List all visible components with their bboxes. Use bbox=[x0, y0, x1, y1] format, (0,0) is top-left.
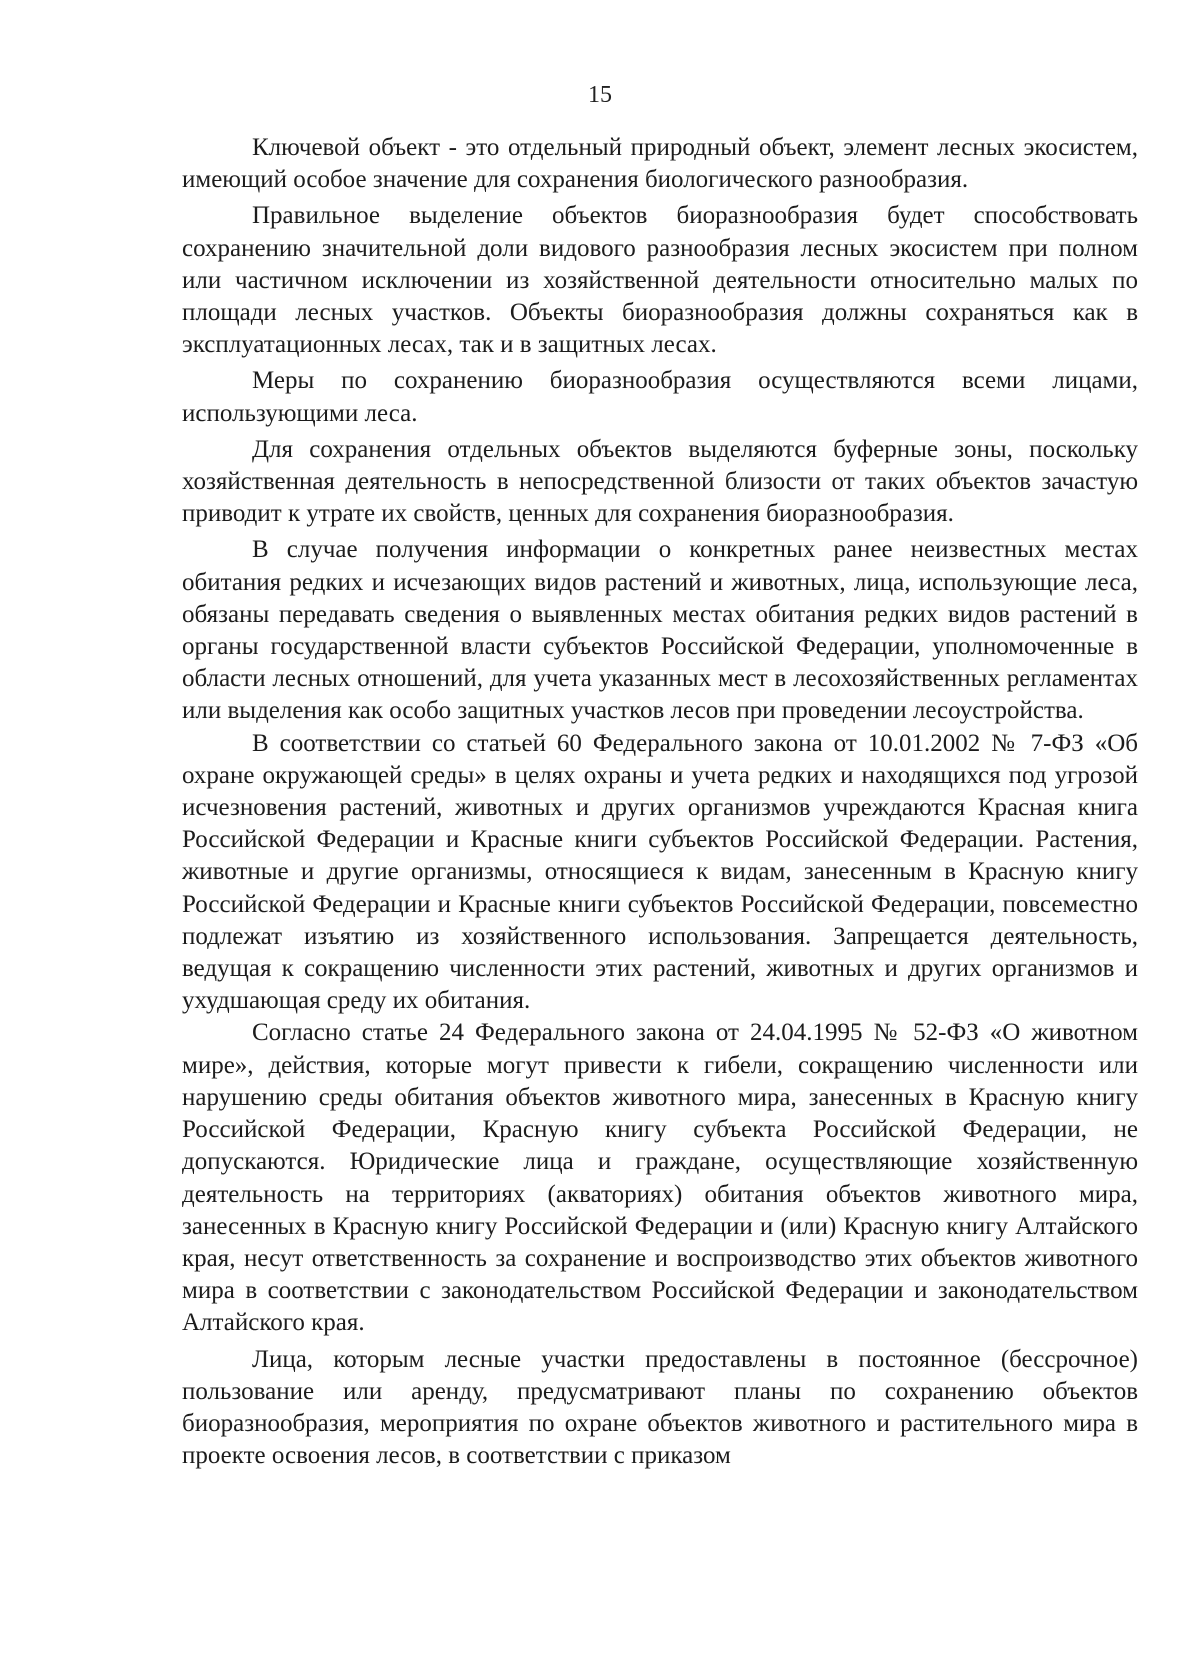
paragraph-article-24-fauna: Согласно статье 24 Федерального закона от 24.04.1995 № 52-ФЗ «О животном мире», действия, которые могут привести к гибели, сокращению численности или нарушению среды обитания объектов животного мира, занесенных в Красную книгу Российской Федерации, Красную книгу субъекта Российской Федерации, не допускаются. Юридические лица и граждане, осуществляющие хозяйственную деятельность на территориях (акваториях) обитания объектов животного мира, занесенных в Красную книгу Российской Федерации и (или) Красную книгу Алтайского края, несут ответственность за сохранение и воспроизводство этих объектов животного мира в соответствии с законодательством Российской Федерации и законодательством Алтайского края. bbox=[182, 1019, 1138, 1337]
body-text bbox=[182, 132, 1138, 1472]
page-number: 15 bbox=[588, 82, 612, 108]
paragraph-red-book-article-60: В соответствии со статьей 60 Федерального закона от 10.01.2002 № 7-ФЗ «Об охране окружающей среды» в целях охраны и учета редких и находящихся под угрозой исчезновения растений, животных и других организмов учреждаются Красная книга Российской Федерации и Красные книги субъектов Российской Федерации. Растения, животные и другие организмы, относящиеся к видам, занесенным в Красную книгу Российской Федерации и Красные книги субъектов Российской Федерации, повсеместно подлежат изъятию из хозяйственного использования. Запрещается деятельность, ведущая к сокращению численности этих растений, животных и других организмов и ухудшающая среду их обитания. bbox=[182, 729, 1138, 1015]
paragraph-biodiversity-allocation: Правильное выделение объектов биоразнообразия будет способствовать сохранению значительной доли видового разнообразия лесных экосистем при полном или частичном исключении из хозяйственной деятельности относительно малых по площади лесных участков. Объекты биоразнообразия должны сохраняться как в эксплуатационных лесах, так и в защитных лесах. bbox=[182, 202, 1138, 359]
paragraph-conservation-measures: Меры по сохранению биоразнообразия осуществляются всеми лицами, использующими леса. bbox=[182, 367, 1138, 427]
paragraph-key-object: Ключевой объект - это отдельный природный объект, элемент лесных экосистем, имеющий особое значение для сохранения биологического разнообразия. bbox=[182, 134, 1138, 194]
paragraph-rare-species-reporting: В случае получения информации о конкретных ранее неизвестных местах обитания редких и исчезающих видов растений и животных, лица, использующие леса, обязаны передавать сведения о выявленных местах обитания редких видов растений в органы государственной власти субъектов Российской Федерации, уполномоченные в области лесных отношений, для учета указанных мест в лесохозяйственных регламентах или выделения как особо защитных участков лесов при проведении лесоустройства. bbox=[182, 536, 1138, 725]
paragraph-forest-users-plans: Лица, которым лесные участки предоставлены в постоянное (бессрочное) пользование или аренду, предусматривают планы по сохранению объектов биоразнообразия, мероприятия по охране объектов животного и растительного мира в проекте освоения лесов, в соответствии с приказом bbox=[182, 1345, 1138, 1470]
paragraph-buffer-zones: Для сохранения отдельных объектов выделяются буферные зоны, поскольку хозяйственная деятельность в непосредственной близости от таких объектов зачастую приводит к утрате их свойств, ценных для сохранения биоразнообразия. bbox=[182, 435, 1138, 528]
